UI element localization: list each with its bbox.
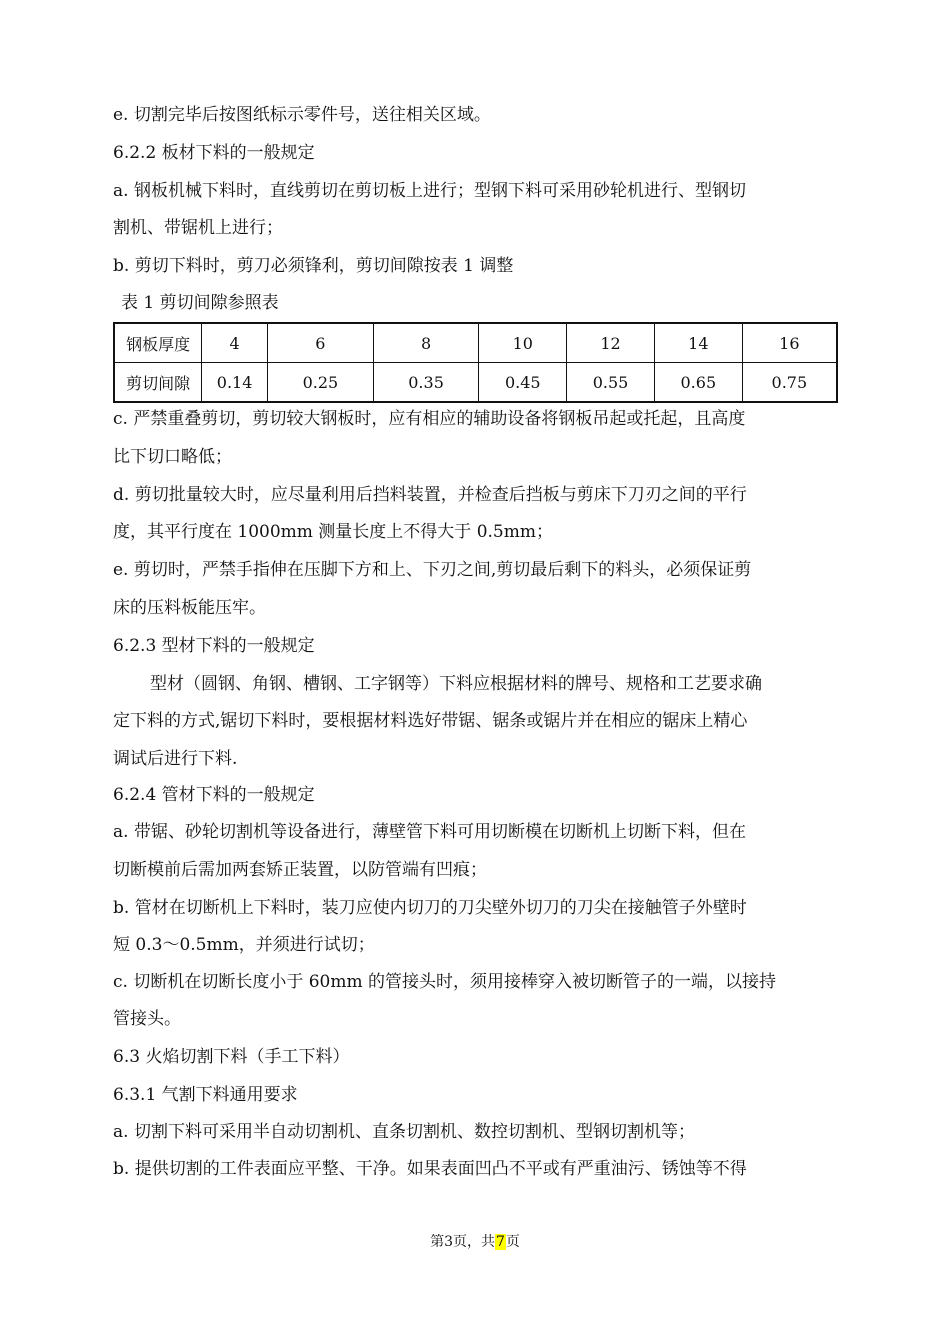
table-cell: 0.75 — [742, 363, 837, 403]
text-line: b. 剪切下料时，剪刀必须锋利，剪切间隙按表 1 调整 — [113, 256, 514, 276]
text-line: c. 严禁重叠剪切，剪切较大钢板时，应有相应的辅助设备将钢板吊起或托起，且高度 — [113, 409, 746, 429]
text-line: 短 0.3～0.5mm，并须进行试切； — [113, 935, 375, 955]
text-line: 型材（圆钢、角钢、槽钢、工字钢等）下料应根据材料的牌号、规格和工艺要求确 — [150, 674, 762, 694]
shear-gap-table — [113, 322, 838, 403]
text-line: 割机、带锯机上进行； — [113, 218, 283, 238]
section-heading-6-3: 6.3 火焰切割下料（手工下料） — [113, 1047, 350, 1067]
table-cell: 0.45 — [479, 363, 567, 403]
section-heading-6-2-2: 6.2.2 板材下料的一般规定 — [113, 143, 315, 163]
text-line: c. 切断机在切断长度小于 60mm 的管接头时，须用接棒穿入被切断管子的一端，以接持 — [113, 972, 777, 992]
text-line: e. 切割完毕后按图纸标示零件号，送往相关区域。 — [113, 105, 491, 125]
table-cell: 钢板厚度 — [114, 323, 202, 363]
table-cell: 8 — [373, 323, 479, 363]
table-cell: 14 — [654, 323, 742, 363]
text-line: b. 管材在切断机上下料时，装刀应使内切刀的刀尖壁外切刀的刀尖在接触管子外壁时 — [113, 898, 747, 918]
table-cell: 0.14 — [202, 363, 268, 403]
table-cell: 10 — [479, 323, 567, 363]
table-cell: 0.25 — [268, 363, 374, 403]
text-line: a. 切割下料可采用半自动切割机、直条切割机、数控切割机、型钢切割机等； — [113, 1122, 695, 1142]
table-cell: 6 — [268, 323, 374, 363]
footer-prefix: 第3页，共 — [430, 1234, 495, 1250]
table-cell: 4 — [202, 323, 268, 363]
text-line: e. 剪切时，严禁手指伸在压脚下方和上、下刃之间,剪切最后剩下的料头，必须保证剪 — [113, 560, 752, 580]
section-heading-6-2-3: 6.2.3 型材下料的一般规定 — [113, 636, 315, 656]
text-line: d. 剪切批量较大时，应尽量利用后挡料装置，并检查后挡板与剪床下刀刃之间的平行 — [113, 485, 747, 505]
page-footer — [0, 1233, 950, 1251]
footer-total-pages: 7 — [496, 1234, 505, 1250]
footer-suffix: 页 — [505, 1234, 520, 1250]
section-heading-6-3-1: 6.3.1 气割下料通用要求 — [113, 1085, 298, 1105]
text-line: 床的压料板能压牢。 — [113, 598, 266, 618]
text-line: a. 带锯、砂轮切割机等设备进行，薄壁管下料可用切断模在切断机上切断下料，但在 — [113, 822, 746, 842]
table-cell: 16 — [742, 323, 837, 363]
table-cell: 0.55 — [567, 363, 655, 403]
text-line: 调试后进行下料. — [113, 749, 238, 769]
table-cell: 剪切间隙 — [114, 363, 202, 403]
table-row — [114, 323, 837, 363]
table-cell: 12 — [567, 323, 655, 363]
table-cell: 0.65 — [654, 363, 742, 403]
table-caption: 表 1 剪切间隙参照表 — [121, 293, 279, 313]
text-line: b. 提供切割的工件表面应平整、干净。如果表面凹凸不平或有严重油污、锈蚀等不得 — [113, 1159, 747, 1179]
text-line: 切断模前后需加两套矫正装置，以防管端有凹痕； — [113, 860, 487, 880]
text-line: 比下切口略低； — [113, 447, 232, 467]
section-heading-6-2-4: 6.2.4 管材下料的一般规定 — [113, 785, 315, 805]
table-cell: 0.35 — [373, 363, 479, 403]
table-row — [114, 363, 837, 403]
text-line: 定下料的方式,锯切下料时，要根据材料选好带锯、锯条或锯片并在相应的锯床上精心 — [113, 711, 748, 731]
text-line: 管接头。 — [113, 1009, 181, 1029]
text-line: 度，其平行度在 1000mm 测量长度上不得大于 0.5mm； — [113, 522, 553, 542]
text-line: a. 钢板机械下料时，直线剪切在剪切板上进行；型钢下料可采用砂轮机进行、型钢切 — [113, 181, 746, 201]
